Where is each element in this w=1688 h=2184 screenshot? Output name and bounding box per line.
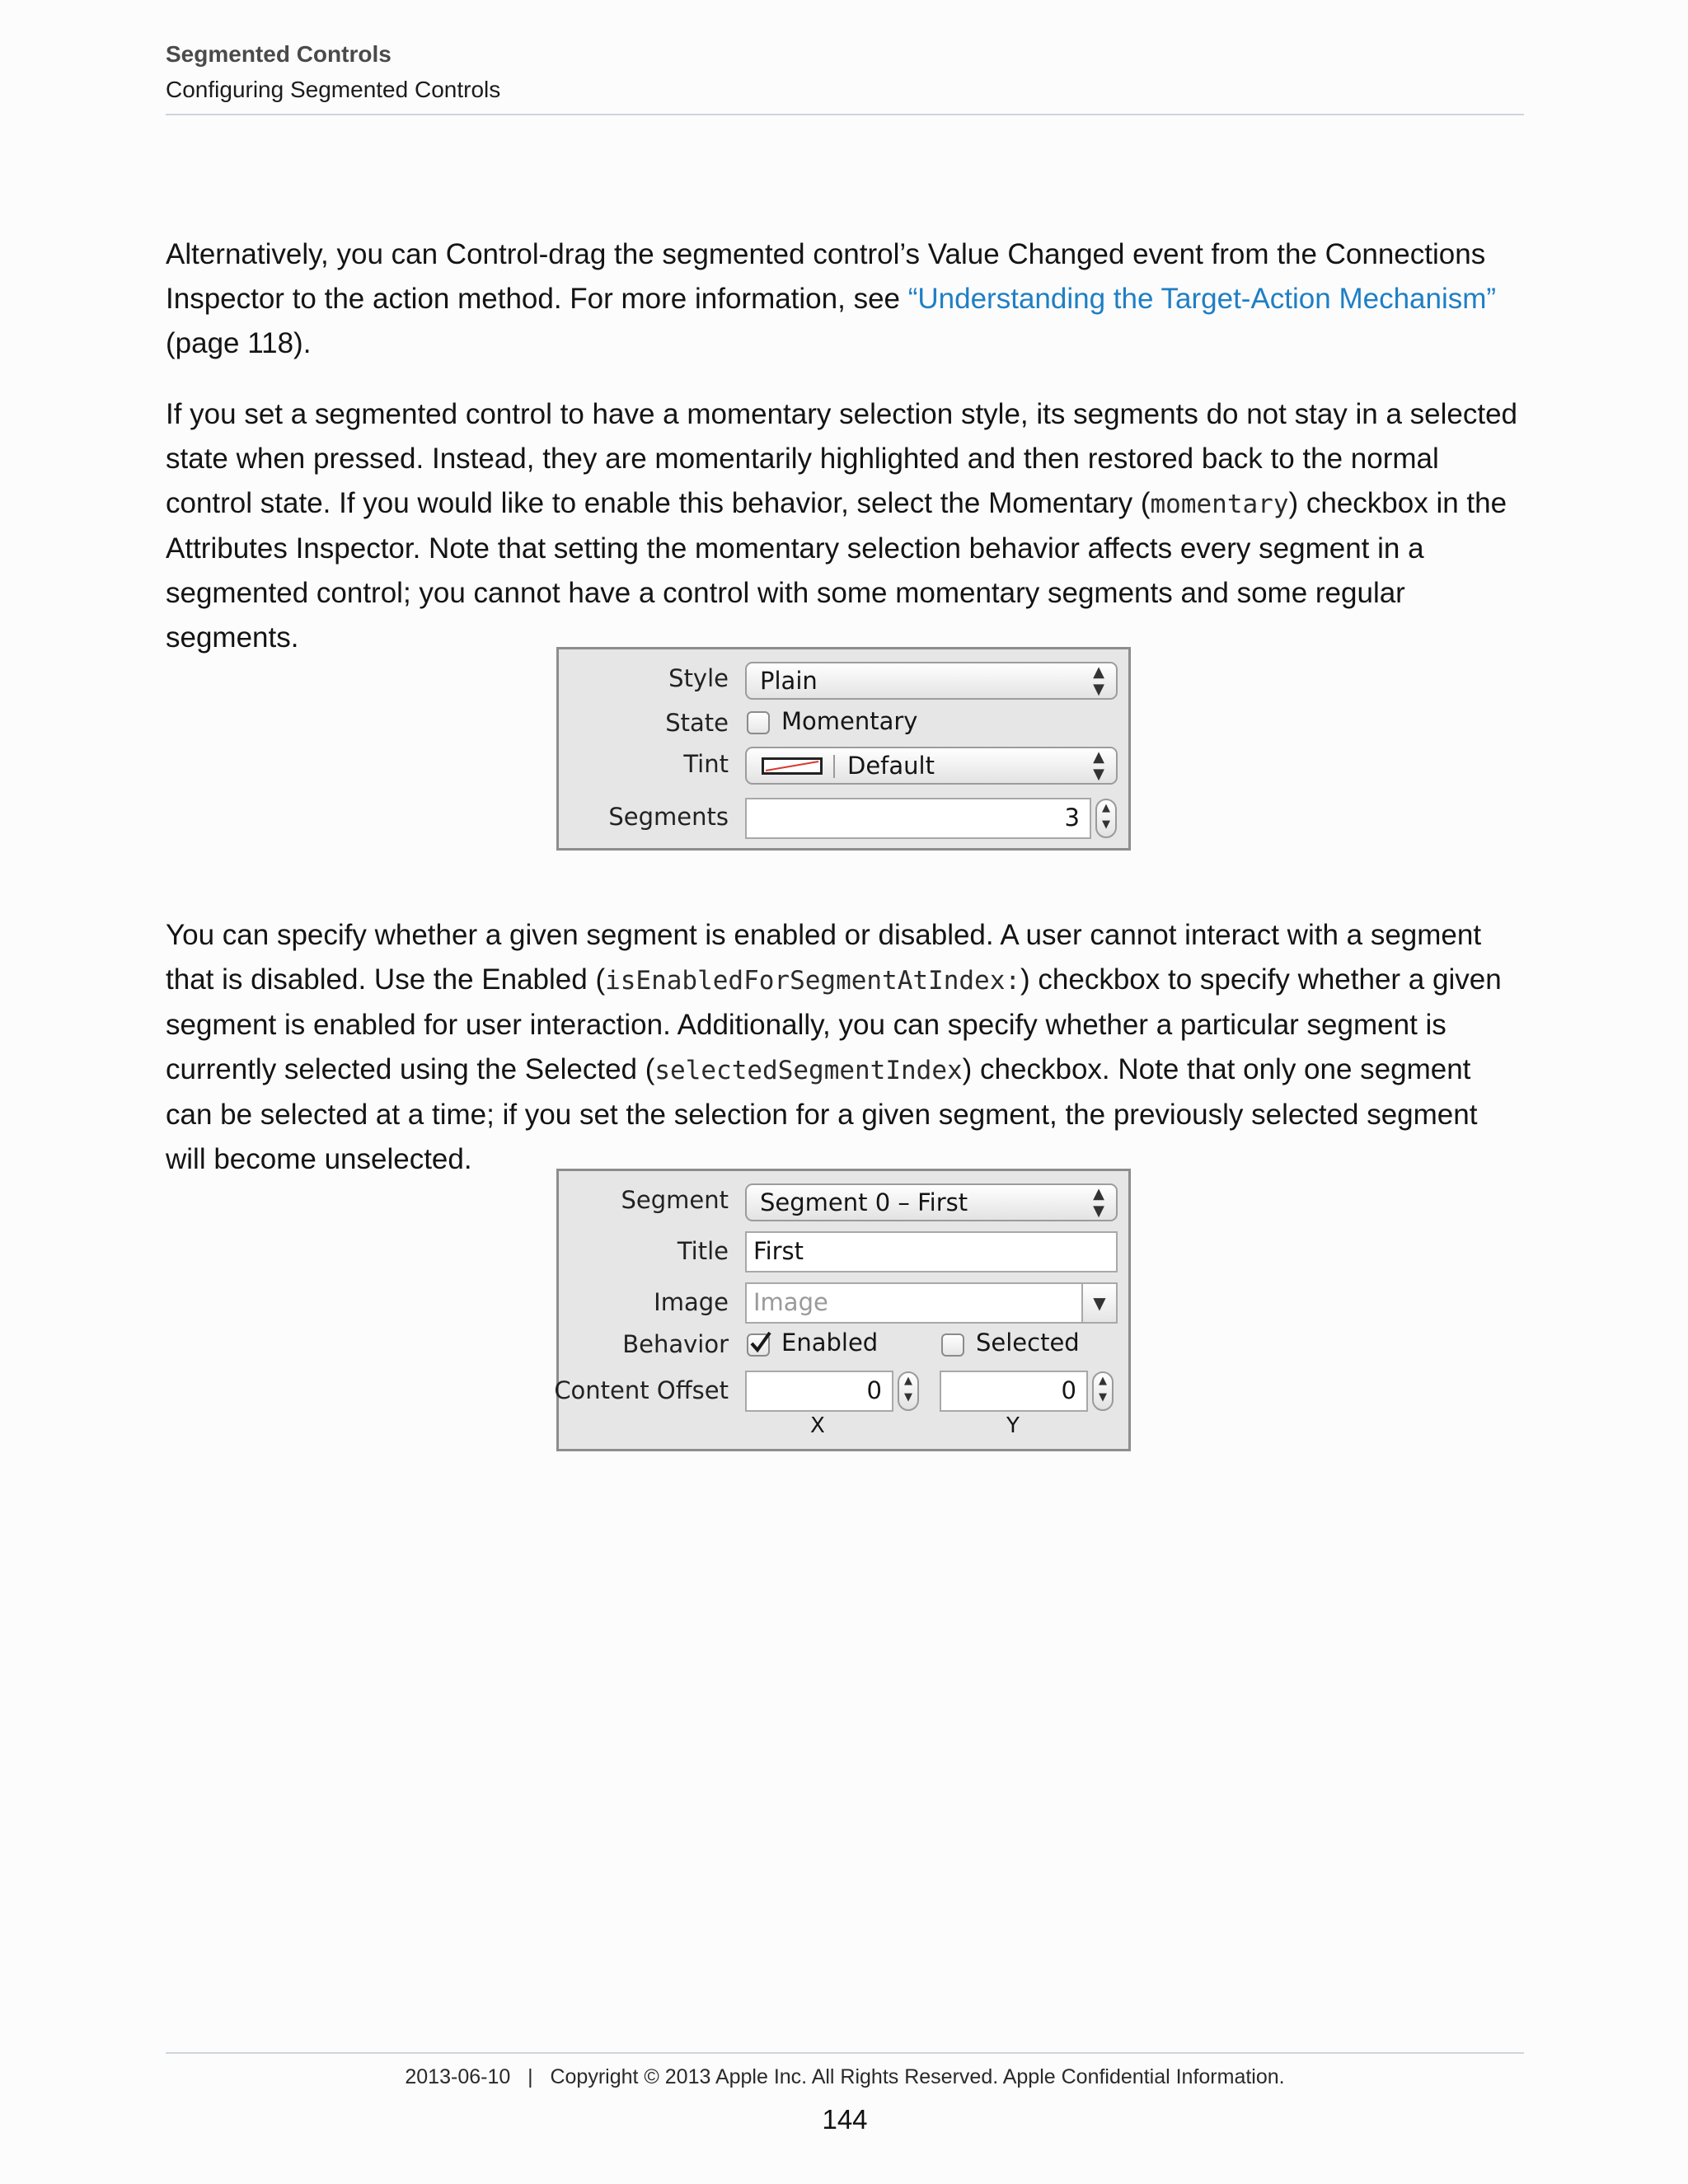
offset-x-field[interactable]: 0 xyxy=(745,1371,893,1412)
paragraph-control-drag xyxy=(166,232,1524,366)
page-number: 144 xyxy=(822,2104,868,2135)
up-down-arrows-icon: ▲ ▼ xyxy=(1093,663,1104,698)
footer-rule xyxy=(166,2052,1524,2054)
segment-value: Segment 0 – First xyxy=(760,1188,968,1216)
title-label: Title xyxy=(677,1237,729,1265)
paragraph-enabled-selected xyxy=(166,913,1524,1182)
paragraph-text: You can specify whether a given segment is enabled or disabled. A user cannot interact with a segment that is disabled. Use the Enabled ( xyxy=(166,919,1482,996)
page-footer xyxy=(166,2065,1524,2135)
paragraph-momentary xyxy=(166,392,1524,660)
enabled-checkbox[interactable] xyxy=(747,1333,770,1357)
momentary-label: Momentary xyxy=(781,707,918,735)
style-value: Plain xyxy=(760,667,818,695)
behavior-label: Behavior xyxy=(622,1330,729,1358)
tint-popup[interactable] xyxy=(745,747,1118,785)
paragraph-text: (page 118). xyxy=(166,327,312,359)
footer-date: 2013-06-10 xyxy=(405,2065,511,2088)
paragraph-text: If you set a segmented control to have a momentary selection style, its segments do not stay in a selected state when pressed. Instead, they are momentarily highlighted and then restored back to the normal control state. If you would like to enable this behavior, select the Momentary ( xyxy=(166,398,1518,519)
selected-checkbox[interactable] xyxy=(941,1333,964,1357)
tint-swatch-icon xyxy=(762,757,823,775)
x-axis-label: X xyxy=(810,1413,825,1438)
selected-label: Selected xyxy=(976,1329,1080,1357)
offset-y-stepper[interactable]: ▲ ▼ xyxy=(1092,1371,1114,1411)
segments-label: Segments xyxy=(608,803,729,831)
content-offset-label: Content Offset xyxy=(554,1376,729,1404)
title-field[interactable]: First xyxy=(745,1231,1118,1272)
image-combo[interactable] xyxy=(745,1282,1118,1324)
target-action-link[interactable]: “Understanding the Target-Action Mechanism” xyxy=(907,283,1497,315)
code-selected-segment-index: selectedSegmentIndex xyxy=(654,1056,963,1085)
chapter-title: Segmented Controls xyxy=(166,41,392,67)
dropdown-arrow-icon[interactable]: ▼ xyxy=(1081,1284,1116,1322)
segments-field[interactable]: 3 xyxy=(745,798,1091,839)
tint-label: Tint xyxy=(683,750,729,778)
checkmark-icon xyxy=(748,1330,772,1355)
style-label: Style xyxy=(668,664,729,692)
style-popup[interactable] xyxy=(745,662,1118,700)
up-down-arrows-icon: ▲ ▼ xyxy=(1093,1185,1104,1220)
up-down-arrows-icon: ▲ ▼ xyxy=(1093,748,1104,783)
code-momentary: momentary xyxy=(1150,490,1289,519)
attributes-inspector-panel xyxy=(556,647,1131,851)
segment-popup[interactable] xyxy=(745,1183,1118,1221)
image-placeholder: Image xyxy=(753,1288,828,1316)
y-axis-label: Y xyxy=(1006,1413,1020,1438)
segment-inspector-panel xyxy=(556,1169,1131,1451)
segments-stepper[interactable]: ▲ ▼ xyxy=(1095,799,1117,838)
tint-value: Default xyxy=(847,752,935,780)
paragraph-text: Alternatively, you can Control-drag the segmented control’s Value Changed event from the Connections Inspector to the action method. For more information, see xyxy=(166,238,1486,315)
offset-y-field[interactable]: 0 xyxy=(940,1371,1088,1412)
header-rule xyxy=(166,114,1524,115)
footer-copyright-line xyxy=(166,2065,1524,2089)
image-label: Image xyxy=(654,1288,729,1316)
offset-x-stepper[interactable]: ▲ ▼ xyxy=(898,1371,919,1411)
segment-label: Segment xyxy=(621,1186,729,1214)
footer-copyright: Copyright © 2013 Apple Inc. All Rights Reserved. Apple Confidential Information. xyxy=(550,2065,1285,2088)
paragraph-text: ) checkbox. Note that only one segment can be selected at a time; if you set the selection for a given segment, the previously selected segment will become unselected. xyxy=(166,1053,1478,1175)
footer-divider: | xyxy=(528,2065,533,2088)
paragraph-text: ) checkbox to specify whether a given segment is enabled for user interaction. Additionally, you can specify whether a particular segment is currently selected using the Selected ( xyxy=(166,963,1502,1085)
enabled-label: Enabled xyxy=(781,1329,879,1357)
code-is-enabled: isEnabledForSegmentAtIndex: xyxy=(605,966,1021,996)
section-title: Configuring Segmented Controls xyxy=(166,77,501,102)
tint-separator xyxy=(833,755,835,778)
paragraph-text: ) checkbox in the Attributes Inspector. Note that setting the momentary selection behavior affects every segment in a segmented control; you cannot have a control with some momentary segments and some regular segments. xyxy=(166,487,1507,654)
momentary-checkbox[interactable] xyxy=(747,711,770,734)
page-header xyxy=(166,36,1524,107)
state-label: State xyxy=(665,709,729,737)
